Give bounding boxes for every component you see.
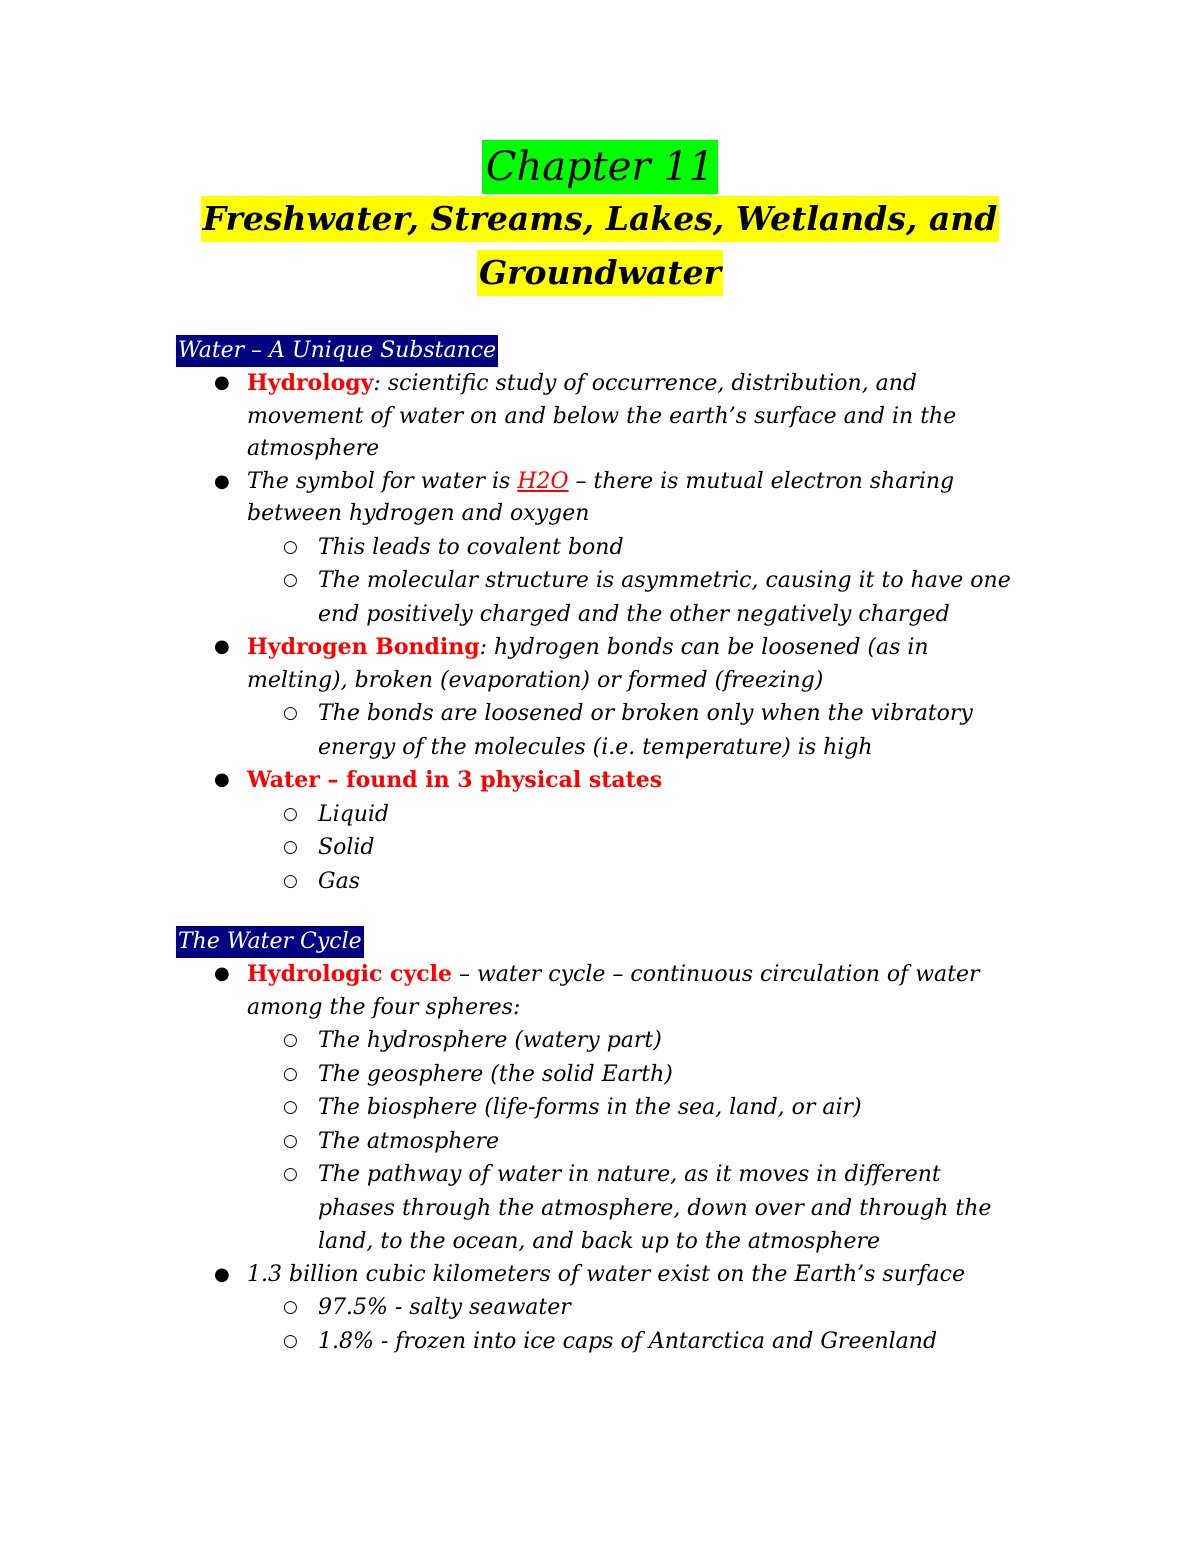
h2o-term: H2O <box>517 468 569 494</box>
sub-item-text: The geosphere (the solid Earth) <box>318 1061 673 1087</box>
definition-text: : scientific study of occurrence, distribution, and movement of water on and below the earth’s surface and in the atmosphere <box>247 371 957 461</box>
sub-list <box>176 798 1076 899</box>
circle-bullet-icon: ○ <box>283 803 298 824</box>
sub-list-item <box>176 1091 1027 1125</box>
circle-bullet-icon: ○ <box>283 1164 298 1184</box>
sub-item-text: The atmosphere <box>318 1128 500 1154</box>
circle-bullet-icon: ○ <box>283 1030 298 1050</box>
bullet-icon: ● <box>214 769 230 790</box>
bullet-list <box>176 958 1076 1358</box>
symbol-text-pre: The symbol for water is <box>247 468 518 494</box>
sub-list-item <box>176 531 1027 565</box>
definition-text: – water cycle – continuous circulation of water among the four spheres: <box>247 962 980 1020</box>
sub-list-item <box>176 865 1076 899</box>
sub-list-item <box>176 564 1034 631</box>
circle-bullet-icon: ○ <box>283 837 298 857</box>
sub-list-item <box>176 1125 1027 1159</box>
sub-list <box>176 1024 1027 1259</box>
bullet-icon: ● <box>214 963 230 984</box>
sub-item-text: Gas <box>318 868 360 894</box>
list-item <box>176 631 1027 764</box>
bullet-icon: ● <box>214 372 230 393</box>
list-item <box>176 764 1076 898</box>
sub-item-text: The hydrosphere (watery part) <box>318 1028 662 1053</box>
circle-bullet-icon: ○ <box>283 1097 298 1117</box>
sub-list <box>176 1291 1076 1358</box>
sub-item-text: The pathway of water in nature, as it moves in different phases through the atmosphere, down over and through the land, to the ocean, and back up to the atmosphere <box>318 1162 992 1254</box>
chapter-subtitle-line2: Groundwater <box>477 250 723 296</box>
term-hydrology: Hydrology <box>247 370 374 396</box>
sub-item-text: 97.5% - salty seawater <box>318 1295 571 1320</box>
list-item <box>176 1259 1076 1359</box>
sub-list-item <box>176 798 1076 832</box>
circle-bullet-icon: ○ <box>283 1330 298 1351</box>
term-physical-states: Water – found in 3 physical states <box>247 767 663 793</box>
list-item <box>176 958 1027 1259</box>
term-hydrologic-cycle: Hydrologic cycle <box>247 961 452 987</box>
sub-list <box>176 697 1027 764</box>
bullet-icon: ● <box>214 470 230 492</box>
definition-text: : hydrogen bonds can be loosened (as in melting), broken (evaporation) or formed (freezing) <box>247 635 929 693</box>
circle-bullet-icon: ○ <box>283 570 298 590</box>
sub-list-item <box>176 1325 1076 1359</box>
sub-item-text: Liquid <box>318 801 390 827</box>
sub-list-item <box>176 1158 1018 1259</box>
sub-item-text: The bonds are loosened or broken only when the vibratory energy of the molecules (i.e. temperature) is high <box>318 701 973 760</box>
chapter-title: Chapter 11 <box>482 140 718 194</box>
sub-item-text: The molecular structure is asymmetric, causing it to have one end positively charged and the other negatively charged <box>318 568 1011 627</box>
circle-bullet-icon: ○ <box>283 1063 298 1084</box>
list-item <box>176 466 1027 632</box>
title-block <box>0 140 1200 302</box>
circle-bullet-icon: ○ <box>283 703 298 723</box>
term-hydrogen-bonding: Hydrogen Bonding <box>247 634 480 660</box>
section-heading: Water – A Unique Substance <box>176 335 498 367</box>
circle-bullet-icon: ○ <box>283 1130 298 1151</box>
circle-bullet-icon: ○ <box>283 1297 298 1317</box>
sub-list-item <box>176 1024 1027 1058</box>
bullet-icon: ● <box>214 1263 230 1285</box>
circle-bullet-icon: ○ <box>283 870 298 891</box>
sub-item-text: This leads to covalent bond <box>318 534 624 560</box>
sub-list-item <box>176 1291 1076 1325</box>
chapter-subtitle-line1: Freshwater, Streams, Lakes, Wetlands, and <box>201 196 1000 242</box>
sub-list-item <box>176 831 1076 865</box>
bullet-list <box>176 367 1076 898</box>
symbol-text-post: – there is mutual electron sharing between hydrogen and oxygen <box>247 468 955 526</box>
volume-text: 1.3 billion cubic kilometers of water exist on the Earth’s surface <box>247 1261 965 1287</box>
section-water-unique <box>176 335 1076 898</box>
section-water-cycle <box>176 926 1076 1358</box>
list-item <box>176 367 1027 466</box>
sub-list-item <box>176 697 1018 764</box>
sub-list-item <box>176 1058 1027 1092</box>
circle-bullet-icon: ○ <box>283 536 298 557</box>
bullet-icon: ● <box>214 636 230 657</box>
sub-item-text: The biosphere (life-forms in the sea, land, or air) <box>318 1095 862 1120</box>
sub-list <box>176 531 1027 632</box>
section-heading: The Water Cycle <box>176 926 364 958</box>
sub-item-text: Solid <box>318 835 375 860</box>
sub-item-text: 1.8% - frozen into ice caps of Antarctica and Greenland <box>318 1328 938 1354</box>
